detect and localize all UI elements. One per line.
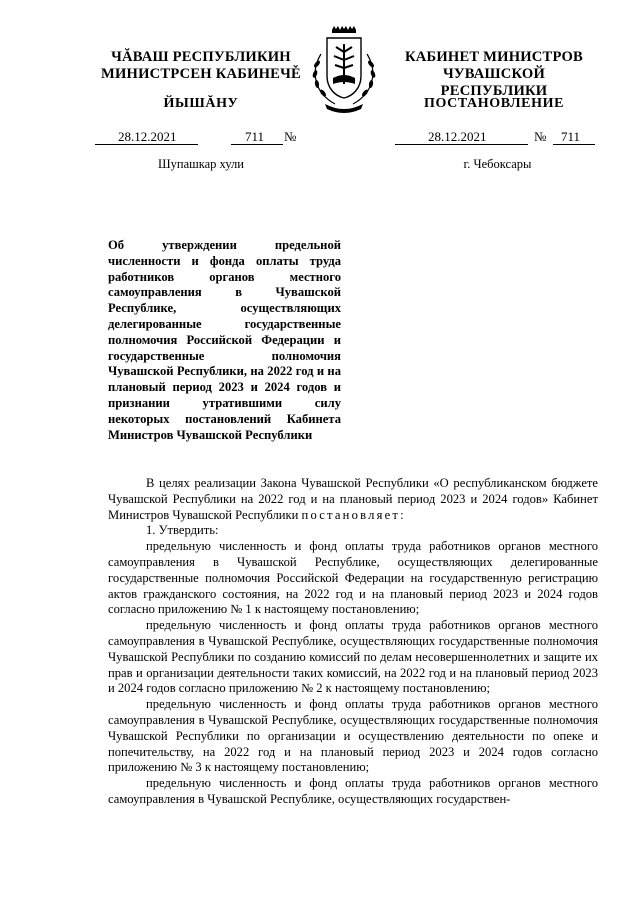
left-number: 711 [245,129,265,144]
left-date: 28.12.2021 [118,129,177,144]
body-item1: 1. Утвердить: [146,523,219,538]
doc-type-left: ЙЫШĂНУ [163,96,239,111]
right-date-row [395,129,600,145]
right-number-sign: № [534,129,547,144]
header-right-line2: ЧУВАШСКОЙ РЕСПУБЛИКИ [440,66,548,99]
left-date-row [95,129,307,145]
header-right-line1: КАБИНЕТ МИНИСТРОВ [404,49,583,65]
document-title: Об утверждении предельной численности и фонда оплаты труда работников органов местного самоуправления в Чувашской Республике, осуществляющих делегированные государственные полномочия Российской Федерации и государственные полномочия Чувашской Республики, на 2022 год и на плановый период 2023 и 2024 годов и признании утратившими силу некоторых постановлений Кабинета Министров Чувашской Республики [108,238,341,442]
right-number: 711 [561,129,581,144]
body-intro-spaced: постановляет: [301,507,406,522]
body-intro: В целях реализации Закона Чувашской Республики «О республиканском бюджете Чувашской Республики на 2022 год и на плановый период 2023 и 2024 годов» Кабинет Министров Чувашской Республики постановляет: [108,476,598,522]
left-place: Шупашкар хули [158,157,244,171]
body-paragraph-2: предельную численность и фонд оплаты труда работников органов местного самоуправления в Чувашской Республике, осуществляющих государственные полномочия Чувашской Республики по созданию комиссий по делам несовершеннолетних и защите их прав и организации деятельности таких комиссий, на 2022 год и на плановый период 2023 и 2024 годов согласно приложению № 2 к настоящему постановлению; [108,618,598,696]
doc-type-right: ПОСТАНОВЛЕНИЕ [423,96,565,111]
document-body [108,476,598,808]
header-left-chuvash [95,49,307,83]
left-number-sign: № [284,129,297,144]
body-paragraph-1: предельную численность и фонд оплаты труда работников органов местного самоуправления в Чувашской Республике, осуществляющих делегированные государственные полномочия Российской Федерации на государственную регистрацию актов гражданского состояния, на 2022 год и на плановый период 2023 и 2024 годов согласно приложению № 1 к настоящему постановлению; [108,539,598,617]
right-date: 28.12.2021 [428,129,487,144]
header-left-line2: МИНИСТРСЕН КАБИНЕЧĚ [101,66,301,82]
coat-of-arms-emblem [305,24,383,120]
header-left-line1: ЧĂВАШ РЕСПУБЛИКИН [111,49,291,65]
right-place: г. Чебоксары [463,157,532,171]
header-right-russian [388,49,600,100]
body-paragraph-4: предельную численность и фонд оплаты труда работников органов местного самоуправления в Чувашской Республике, осуществляющих государствен- [108,776,598,806]
body-paragraph-3: предельную численность и фонд оплаты труда работников органов местного самоуправления в Чувашской Республике, осуществляющих государственные полномочия Чувашской Республики по организации и осуществлению деятельности по опеке и попечительству, на 2022 год и на плановый период 2023 и 2024 годов согласно приложению № 3 к настоящему постановлению; [108,697,598,775]
